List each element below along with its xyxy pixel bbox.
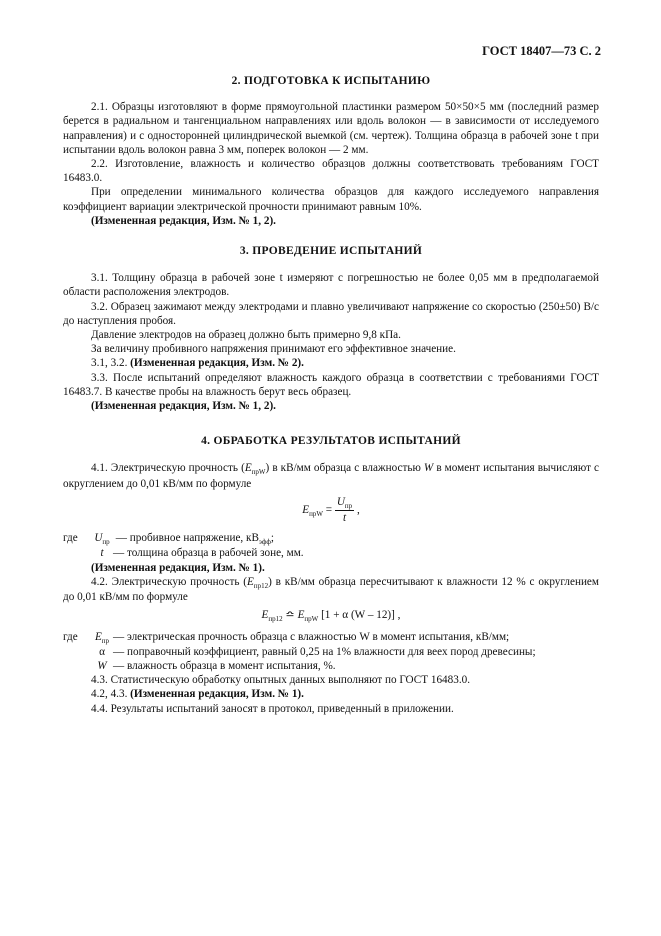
page-content bbox=[63, 74, 599, 716]
legend-4-1: где $U_{пр}$ — пробивное напряжение, $кВ_{эфф}$; t — толщина образца в рабочей зоне, мм. bbox=[63, 532, 304, 560]
revision-note-text: (Измененная редакция, Изм. № 2). bbox=[130, 357, 304, 370]
paragraph-4-1: 4.1. Электрическую прочность $(E_{прW})$ в кВ/мм образца с влажностью W в момент испытания вычисляют с округлением до 0,01 кВ/мм по формуле bbox=[63, 462, 600, 490]
paragraph-3-1: 3.1. Толщину образца в рабочей зоне t измеряют с погрешностью не более 0,05 мм в предполагаемой области расположения электродов. bbox=[63, 272, 599, 299]
paragraph-4-2: 4.2. Электрическую прочность $(E_{пр12})$ в кВ/мм образца пересчитывают к влажности 12 % с округлением до 0,01 кВ/мм по формуле bbox=[63, 575, 599, 604]
legend-4-2: где $E_{пр}$ — электрическая прочность образца с влажностью W в момент испытания, кВ/мм; α — поправочный коэффициент, равный 0,25 на 1% влажности для веех пород древесины; W — влажность образца в момент испытания, %. bbox=[63, 630, 536, 672]
paragraph-2-2: 2.2. Изготовление, влажность и количество образцов должны соответствовать требованиям ГОСТ 16483.0. bbox=[63, 158, 599, 185]
fraction: $\frac{U_{пр}}{t}$ bbox=[336, 495, 353, 525]
paragraph-3-2: 3.2. Образец зажимают между электродами и плавно увеличивают напряжение со скоростью (250±50) В/с до наступления пробоя. bbox=[63, 300, 599, 327]
revision-note-ref: 3.1, 3.2. bbox=[91, 357, 128, 370]
revision-note: 4.2, 4.3. (Измененная редакция, Изм. № 1). bbox=[91, 688, 304, 701]
paragraph-2-3: При определении минимального количества образцов для каждого исследуемого направления коэффициент вариации электрической прочности принимают равным 10%. bbox=[63, 186, 599, 213]
paragraph-3-2-voltage: За величину пробивного напряжения принимают его эффективное значение. bbox=[91, 343, 456, 356]
section-4-title: 4. ОБРАБОТКА РЕЗУЛЬТАТОВ ИСПЫТАНИЙ bbox=[201, 435, 461, 448]
revision-note: (Измененная редакция, Изм. № 1, 2). bbox=[91, 400, 276, 413]
section-2-title: 2. ПОДГОТОВКА К ИСПЫТАНИЮ bbox=[231, 75, 431, 87]
formula-strength: $E_{прW}$ = $\frac{U_{пр}}{t}$ , bbox=[302, 495, 360, 525]
paragraph-4-4: 4.4. Результаты испытаний заносят в протокол, приведенный в приложении. bbox=[91, 702, 454, 715]
paragraph-3-3: 3.3. После испытаний определяют влажность каждого образца в соответствии с требованиями ГОСТ 16483.7. В качестве пробы на влажность берут весь образец. bbox=[63, 371, 599, 398]
section-3-title: 3. ПРОВЕДЕНИЕ ИСПЫТАНИЙ bbox=[239, 245, 423, 258]
revision-note: (Измененная редакция, Изм. № 1, 2). bbox=[91, 214, 276, 227]
revision-note: (Измененная редакция, Изм. № 1). bbox=[91, 561, 265, 574]
paragraph-2-1: 2.1. Образцы изготовляют в форме прямоугольной пластинки размером 50×50×5 мм (последний размер берется в радиальном и тангенциальном направлениях или вдоль волокон — в зависимости от исследуемого направления) и с односторонней цилиндрической выемкой (см. чертеж). Толщина образца в рабочей зоне t при испытании вдоль волокон равна 3 мм, поперек волокон — 2 мм. bbox=[63, 101, 599, 156]
revision-note bbox=[63, 356, 599, 370]
paragraph-4-3: 4.3. Статистическую обработку опытных данных выполняют по ГОСТ 16483.0. bbox=[91, 674, 471, 687]
page-header: ГОСТ 18407—73 С. 2 bbox=[482, 44, 601, 58]
paragraph-3-2-pressure: Давление электродов на образец должно быть примерно 9,8 кПа. bbox=[91, 329, 401, 342]
formula-moisture-correction: $E_{пр12}$ ≏ $E_{прW}$ [1 + α (W – 12)] , bbox=[261, 609, 401, 624]
